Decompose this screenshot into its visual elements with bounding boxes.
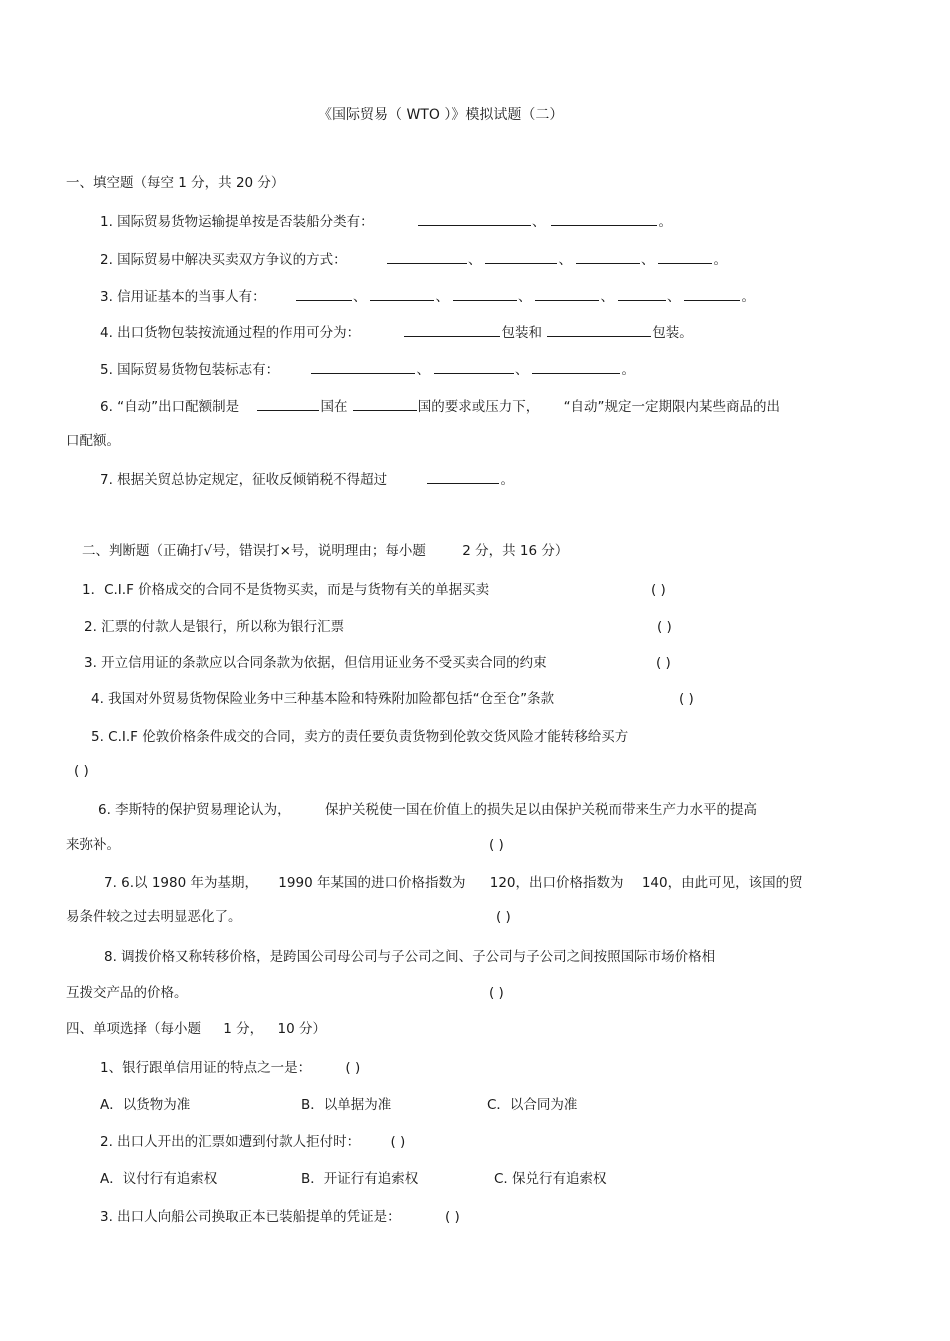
question-text: 7. 根据关贸总协定规定，征收反倾销税不得超过 — [100, 472, 388, 488]
question-text: 国在 — [320, 399, 348, 415]
question-1-6-continued: 口配额。 — [66, 433, 120, 449]
judgment-item-7 — [104, 874, 803, 892]
period: 。 — [621, 362, 635, 378]
answer-blank[interactable] — [618, 287, 666, 301]
question-text: 国的要求或压力下， — [417, 399, 540, 415]
judgment-item-6-continued — [66, 836, 120, 854]
option-b[interactable]: B．以单据为准 — [301, 1097, 392, 1113]
heading-score: 2 分，共 16 分） — [462, 543, 569, 559]
answer-blank[interactable] — [453, 287, 517, 301]
heading-text: 10 分） — [277, 1021, 326, 1037]
question-text: 3. 信用证基本的当事人有： — [100, 289, 266, 305]
answer-bracket[interactable]: ( ) — [496, 909, 511, 925]
period: 。 — [741, 289, 755, 305]
judgment-item-8 — [104, 948, 715, 966]
item-text: 保护关税使一国在价值上的损失足以由保护关税而带来生产力水平的提高 — [324, 802, 757, 818]
item-text: 1．C.I.F 价格成交的合同不是货物买卖，而是与货物有关的单据买卖 — [82, 582, 490, 598]
answer-blank[interactable] — [658, 250, 712, 264]
judgment-item-2 — [84, 618, 344, 636]
item-text: 140，由此可见，该国的贸 — [641, 875, 803, 891]
judgment-item-7-continued — [66, 908, 242, 926]
answer-bracket[interactable]: ( ) — [489, 837, 504, 853]
question-text: “自动”规定一定期限内某些商品的出 — [563, 399, 781, 415]
answer-bracket[interactable]: ( ) — [489, 985, 504, 1001]
answer-blank[interactable] — [535, 287, 599, 301]
answer-bracket[interactable]: ( ) — [74, 763, 89, 779]
question-text: 1、银行跟单信用证的特点之一是： — [100, 1060, 312, 1076]
question-text: 3. 出口人向船公司换取正本已装船提单的凭证是： — [100, 1209, 401, 1225]
question-text: 4. 出口货物包装按流通过程的作用可分为： — [100, 325, 361, 341]
heading-text: 1 分， — [223, 1021, 264, 1037]
answer-blank[interactable] — [296, 287, 352, 301]
answer-blank[interactable] — [547, 323, 651, 337]
answer-blank[interactable] — [311, 360, 415, 374]
section1-heading: 一、填空题（每空 1 分，共 20 分） — [66, 175, 285, 191]
choice-question-2 — [100, 1133, 405, 1151]
heading-text: 二、判断题（正确打√号，错误打×号，说明理由；每小题 — [82, 543, 426, 559]
question-text: 1. 国际贸易货物运输提单按是否装船分类有： — [100, 214, 374, 230]
question-text: 包装。 — [652, 325, 693, 341]
answer-bracket[interactable]: ( ) — [679, 691, 694, 707]
question-1-2 — [100, 250, 727, 269]
item-text: 来弥补。 — [66, 837, 120, 853]
option-a[interactable]: A．议付行有追索权 — [100, 1171, 218, 1187]
question-text: 6. “自动”出口配额制是 — [100, 399, 240, 415]
option-b[interactable]: B．开证行有追索权 — [301, 1171, 419, 1187]
answer-bracket[interactable]: ( ) — [444, 1209, 460, 1225]
item-text: 1990 年某国的进口价格指数为 — [278, 875, 466, 891]
answer-blank[interactable] — [404, 323, 500, 337]
item-text: 3. 开立信用证的条款应以合同条款为依据，但信用证业务不受买卖合同的约束 — [84, 655, 547, 671]
separator: 、 — [558, 252, 572, 268]
separator: 、 — [435, 289, 449, 305]
answer-blank[interactable] — [387, 250, 467, 264]
answer-bracket[interactable]: ( ) — [656, 655, 671, 671]
answer-blank[interactable] — [532, 360, 620, 374]
separator: 、 — [514, 362, 529, 378]
answer-blank[interactable] — [684, 287, 740, 301]
answer-blank[interactable] — [551, 212, 657, 226]
item-text: 7. 6.以 1980 年为基期， — [104, 875, 258, 891]
answer-blank[interactable] — [353, 397, 417, 411]
item-text: 5. C.I.F 伦敦价格条件成交的合同，卖方的责任要负责货物到伦敦交货风险才能转移给买方 — [91, 729, 629, 745]
question-1-4 — [100, 323, 693, 342]
section2-heading — [82, 542, 568, 560]
judgment-item-3 — [84, 654, 547, 672]
item-text: 互拨交产品的价格。 — [66, 985, 188, 1001]
item-text: 120，出口价格指数为 — [489, 875, 624, 891]
choice-question-1 — [100, 1059, 360, 1077]
answer-blank[interactable] — [418, 212, 531, 226]
judgment-item-4 — [91, 690, 554, 708]
judgment-item-5 — [91, 728, 628, 746]
period: 。 — [713, 252, 727, 268]
item-text: 6. 李斯特的保护贸易理论认为， — [98, 802, 291, 818]
choice-question-3 — [100, 1208, 460, 1226]
answer-blank[interactable] — [370, 287, 434, 301]
section4-heading — [66, 1020, 326, 1038]
separator: 、 — [531, 214, 546, 230]
answer-bracket[interactable]: ( ) — [390, 1134, 406, 1150]
judgment-item-1 — [82, 581, 489, 599]
separator: 、 — [600, 289, 614, 305]
answer-blank[interactable] — [427, 470, 499, 484]
judgment-item-8-continued — [66, 984, 188, 1002]
answer-bracket[interactable]: ( ) — [651, 582, 666, 598]
question-text: 5. 国际贸易货物包装标志有： — [100, 362, 280, 378]
option-a[interactable]: A．以货物为准 — [100, 1097, 191, 1113]
item-text: 2. 汇票的付款人是银行，所以称为银行汇票 — [84, 619, 345, 635]
separator: 、 — [517, 289, 532, 305]
period: 。 — [500, 472, 514, 488]
question-text: 包装和 — [501, 325, 542, 341]
answer-blank[interactable] — [485, 250, 557, 264]
period: 。 — [658, 214, 672, 230]
separator: 、 — [666, 289, 681, 305]
question-1-5 — [100, 360, 635, 379]
question-1-3 — [100, 287, 755, 306]
answer-blank[interactable] — [434, 360, 514, 374]
question-1-1 — [100, 212, 672, 231]
item-text: 4. 我国对外贸易货物保险业务中三种基本险和特殊附加险都包括“仓至仓”条款 — [91, 691, 555, 707]
separator: 、 — [467, 252, 482, 268]
question-text: 2. 国际贸易中解决买卖双方争议的方式： — [100, 252, 347, 268]
separator: 、 — [416, 362, 430, 378]
option-c[interactable]: C. 保兑行有追索权 — [494, 1171, 607, 1187]
answer-blank[interactable] — [257, 397, 319, 411]
question-text: 2. 出口人开出的汇票如遭到付款人拒付时： — [100, 1134, 361, 1150]
question-1-7 — [100, 470, 514, 489]
answer-bracket[interactable]: ( ) — [345, 1060, 361, 1076]
separator: 、 — [352, 289, 367, 305]
answer-bracket[interactable]: ( ) — [657, 619, 672, 635]
item-text: 易条件较之过去明显恶化了。 — [66, 909, 242, 925]
answer-blank[interactable] — [576, 250, 640, 264]
separator: 、 — [640, 252, 655, 268]
question-1-6 — [100, 397, 780, 416]
exam-title: 《国际贸易（ WTO ）》模拟试题（二） — [318, 107, 564, 123]
judgment-item-6 — [98, 801, 757, 819]
option-c[interactable]: C．以合同为准 — [487, 1097, 578, 1113]
item-text: 8. 调拨价格又称转移价格，是跨国公司母公司与子公司之间、子公司与子公司之间按照国际市场价格相 — [104, 949, 716, 965]
heading-text: 四、单项选择（每小题 — [66, 1021, 201, 1037]
